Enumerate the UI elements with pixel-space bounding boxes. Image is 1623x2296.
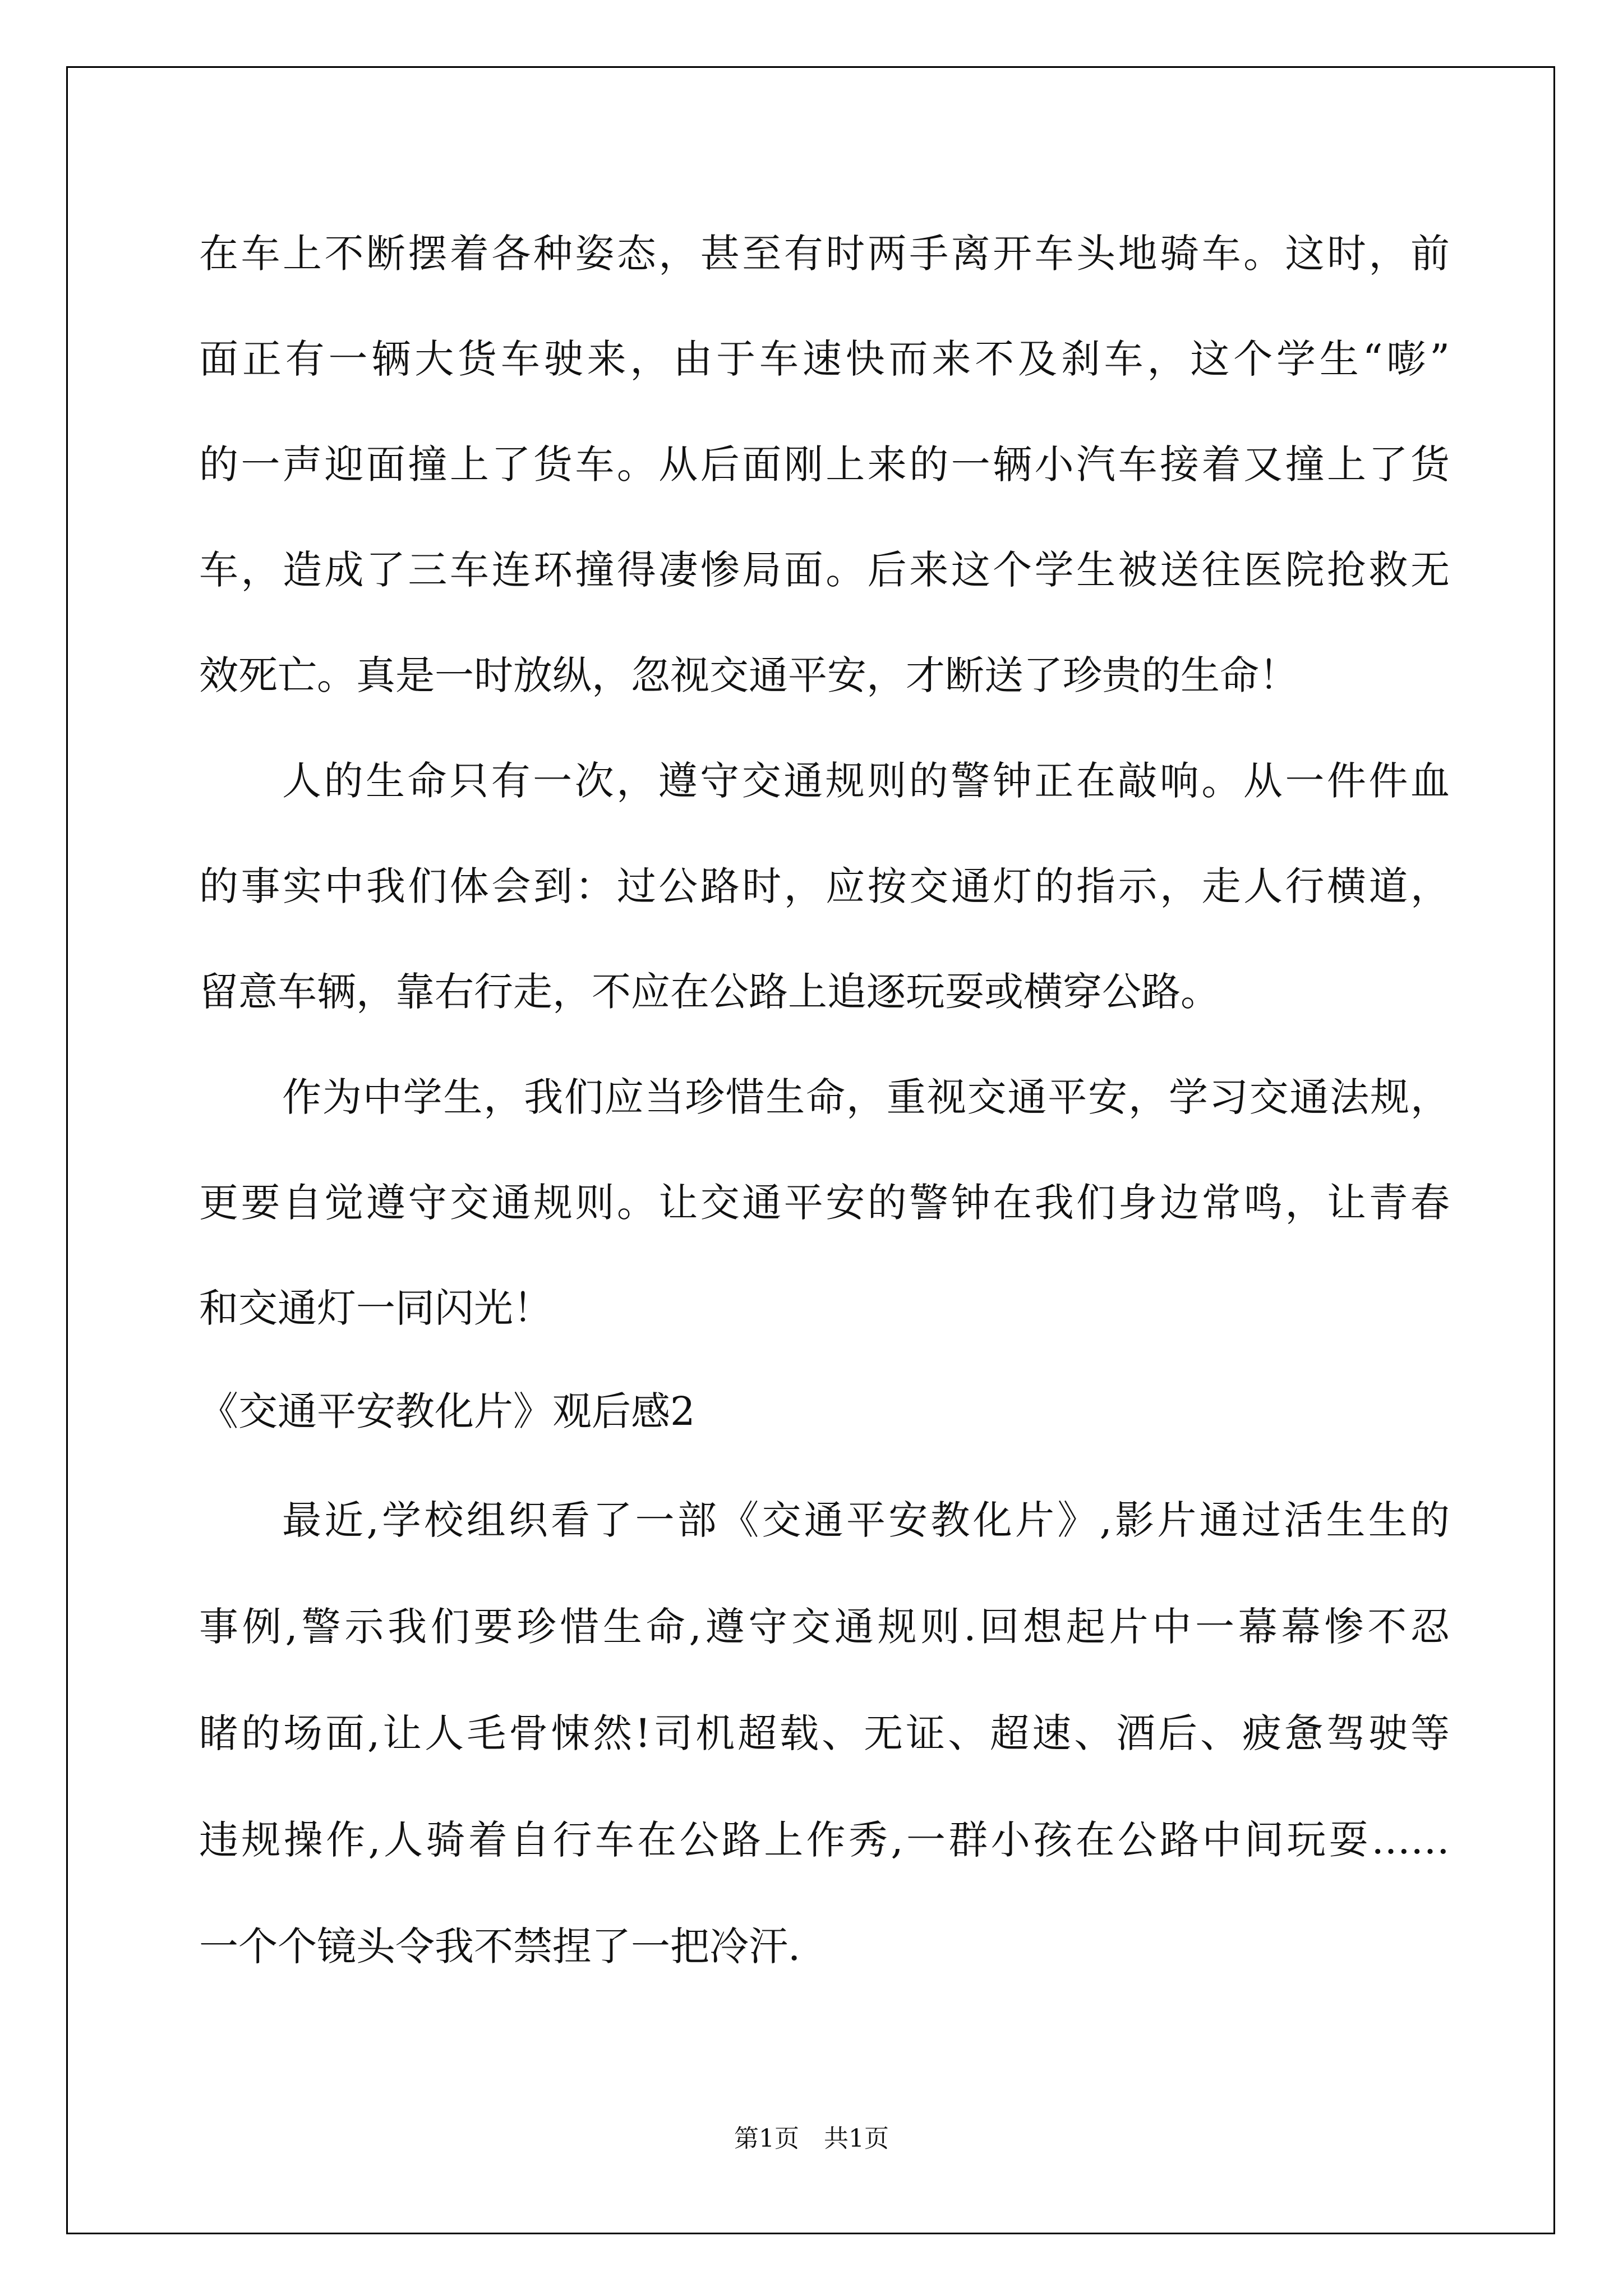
paragraph-2-line-3: 留意车辆，靠右行走，不应在公路上追逐玩耍或横穿公路。 — [199, 969, 1220, 1015]
section-paragraph-line-1: 最近,学校组织看了一部《交通平安教化片》,影片通过活生生的 — [282, 1497, 1450, 1543]
section-paragraph-line-2: 事例,警示我们要珍惜生命,遵守交通规则.回想起片中一幕幕惨不忍 — [199, 1604, 1450, 1650]
page-border — [66, 66, 1555, 2234]
paragraph-3-line-2: 更要自觉遵守交通规则。让交通平安的警钟在我们身边常鸣，让青春 — [199, 1180, 1450, 1226]
section-title: 《交通平安教化片》观后感2 — [199, 1388, 695, 1434]
section-paragraph-line-5: 一个个镜头令我不禁捏了一把冷汗. — [199, 1924, 801, 1970]
paragraph-3-line-3: 和交通灯一同闪光！ — [199, 1285, 552, 1331]
section-paragraph-line-3: 睹的场面,让人毛骨悚然!司机超载、无证、超速、酒后、疲惫驾驶等 — [199, 1710, 1450, 1756]
page-footer: 第1页 共1页 — [734, 2124, 889, 2153]
paragraph-1-line-5: 效死亡。真是一时放纵，忽视交通平安，才断送了珍贵的生命！ — [199, 652, 1298, 698]
paragraph-1-line-1: 在车上不断摆着各种姿态，甚至有时两手离开车头地骑车。这时，前 — [199, 231, 1450, 277]
paragraph-1-line-2: 面正有一辆大货车驶来，由于车速快而来不及刹车，这个学生“嘭” — [199, 336, 1450, 382]
paragraph-1-line-3: 的一声迎面撞上了货车。从后面刚上来的一辆小汽车接着又撞上了货 — [199, 441, 1450, 487]
paragraph-2-line-1: 人的生命只有一次，遵守交通规则的警钟正在敲响。从一件件血 — [282, 758, 1450, 804]
paragraph-3-line-1: 作为中学生，我们应当珍惜生命，重视交通平安，学习交通法规， — [282, 1074, 1450, 1120]
paragraph-2-line-2: 的事实中我们体会到：过公路时，应按交通灯的指示，走人行横道， — [199, 863, 1450, 909]
paragraph-1-line-4: 车，造成了三车连环撞得凄惨局面。后来这个学生被送往医院抢救无 — [199, 547, 1450, 593]
section-paragraph-line-4: 违规操作,人骑着自行车在公路上作秀,一群小孩在公路中间玩耍…… — [199, 1817, 1450, 1863]
